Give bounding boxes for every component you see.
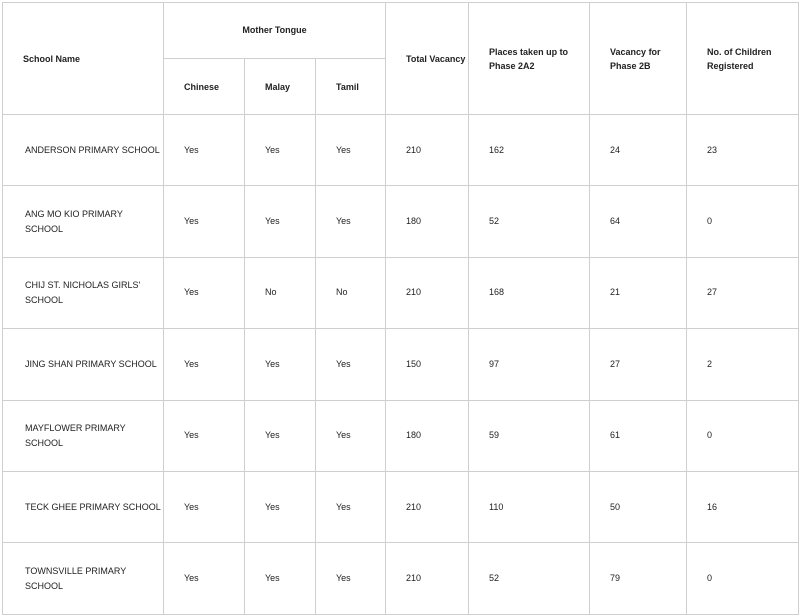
header-row-top <box>3 3 799 59</box>
vacancy-2b-cell: 79 <box>590 543 687 614</box>
tamil-cell: Yes <box>316 186 386 257</box>
school-name-cell: ANG MO KIO PRIMARY SCHOOL <box>3 186 164 257</box>
total-vacancy-cell: 210 <box>386 471 469 542</box>
total-vacancy-cell: 180 <box>386 400 469 471</box>
vacancy-2b-cell: 64 <box>590 186 687 257</box>
tamil-cell: Yes <box>316 400 386 471</box>
chinese-cell: Yes <box>164 543 245 614</box>
malay-cell: Yes <box>245 329 316 400</box>
table-row <box>3 329 799 400</box>
vacancy-2b-cell: 27 <box>590 329 687 400</box>
total-vacancy-cell: 210 <box>386 257 469 328</box>
places-taken-cell: 110 <box>469 471 590 542</box>
table-row <box>3 471 799 542</box>
table-row <box>3 115 799 186</box>
tamil-cell: Yes <box>316 329 386 400</box>
vacancy-2b-cell: 21 <box>590 257 687 328</box>
registered-cell: 0 <box>687 186 799 257</box>
school-name-cell: TECK GHEE PRIMARY SCHOOL <box>3 471 164 542</box>
total-vacancy-cell: 210 <box>386 543 469 614</box>
malay-cell: Yes <box>245 186 316 257</box>
school-name-cell: MAYFLOWER PRIMARY SCHOOL <box>3 400 164 471</box>
vacancy-2b-cell: 24 <box>590 115 687 186</box>
malay-cell: No <box>245 257 316 328</box>
school-name-cell: ANDERSON PRIMARY SCHOOL <box>3 115 164 186</box>
malay-cell: Yes <box>245 543 316 614</box>
chinese-cell: Yes <box>164 471 245 542</box>
malay-cell: Yes <box>245 115 316 186</box>
places-taken-cell: 52 <box>469 543 590 614</box>
chinese-cell: Yes <box>164 115 245 186</box>
header-malay: Malay <box>245 59 316 115</box>
chinese-cell: Yes <box>164 257 245 328</box>
malay-cell: Yes <box>245 400 316 471</box>
vacancy-2b-cell: 61 <box>590 400 687 471</box>
vacancy-2b-cell: 50 <box>590 471 687 542</box>
chinese-cell: Yes <box>164 186 245 257</box>
registered-cell: 16 <box>687 471 799 542</box>
table-row <box>3 186 799 257</box>
header-total-vacancy: Total Vacancy <box>386 3 469 115</box>
table-row <box>3 543 799 614</box>
tamil-cell: Yes <box>316 115 386 186</box>
total-vacancy-cell: 180 <box>386 186 469 257</box>
places-taken-cell: 168 <box>469 257 590 328</box>
header-mother-tongue: Mother Tongue <box>164 3 386 59</box>
tamil-cell: No <box>316 257 386 328</box>
chinese-cell: Yes <box>164 329 245 400</box>
school-name-cell: JING SHAN PRIMARY SCHOOL <box>3 329 164 400</box>
header-school-name: School Name <box>3 3 164 115</box>
total-vacancy-cell: 150 <box>386 329 469 400</box>
registered-cell: 23 <box>687 115 799 186</box>
places-taken-cell: 162 <box>469 115 590 186</box>
places-taken-cell: 59 <box>469 400 590 471</box>
total-vacancy-cell: 210 <box>386 115 469 186</box>
table-row <box>3 257 799 328</box>
registered-cell: 27 <box>687 257 799 328</box>
places-taken-cell: 97 <box>469 329 590 400</box>
places-taken-cell: 52 <box>469 186 590 257</box>
header-chinese: Chinese <box>164 59 245 115</box>
tamil-cell: Yes <box>316 543 386 614</box>
tamil-cell: Yes <box>316 471 386 542</box>
school-name-cell: CHIJ ST. NICHOLAS GIRLS' SCHOOL <box>3 257 164 328</box>
chinese-cell: Yes <box>164 400 245 471</box>
registered-cell: 2 <box>687 329 799 400</box>
school-vacancy-table <box>2 2 799 615</box>
table-row <box>3 400 799 471</box>
registered-cell: 0 <box>687 400 799 471</box>
header-children-registered: No. of Children Registered <box>687 3 799 115</box>
registered-cell: 0 <box>687 543 799 614</box>
header-vacancy-phase-2b: Vacancy for Phase 2B <box>590 3 687 115</box>
header-places-taken: Places taken up to Phase 2A2 <box>469 3 590 115</box>
malay-cell: Yes <box>245 471 316 542</box>
school-name-cell: TOWNSVILLE PRIMARY SCHOOL <box>3 543 164 614</box>
header-tamil: Tamil <box>316 59 386 115</box>
